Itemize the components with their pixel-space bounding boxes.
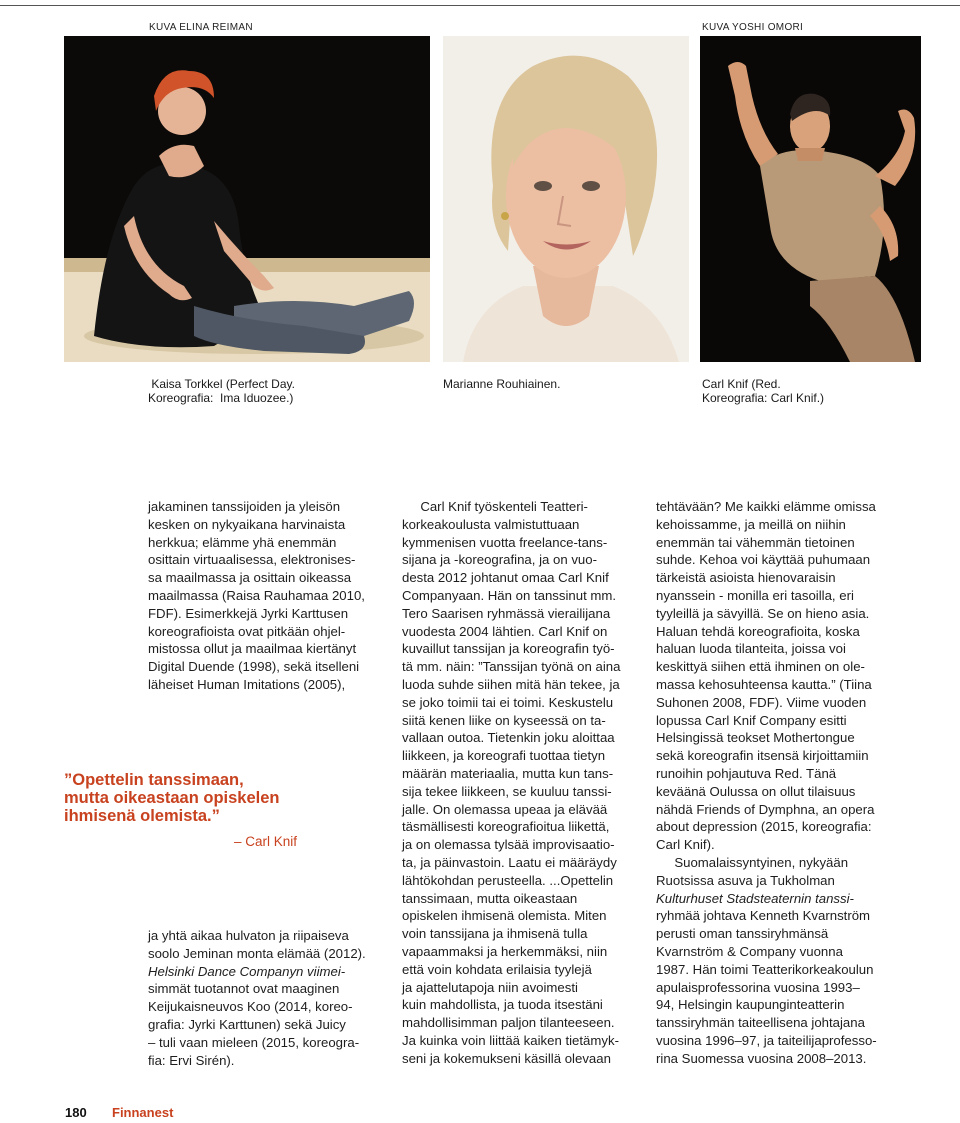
text-line: Haluan tehdä koreografioita, koska (656, 623, 860, 639)
publication-name: Finnanest (112, 1105, 174, 1120)
text-line: simmät tuotannot ovat maaginen (148, 981, 340, 997)
photo-marianne-rouhiainen (443, 36, 689, 362)
text-line: opiskelen ihmisenä olemista. Miten (402, 908, 607, 924)
text-line: seni ja kokemukseni käsillä olevaan (402, 1050, 611, 1066)
body-column-2 (402, 498, 620, 1068)
text-line: vuodesta 2004 lähtien. Carl Knif on (402, 623, 608, 639)
text-line: sijana ja -koreografina, ja on vuo- (402, 552, 597, 568)
text-line: Keijukaisneuvos Koo (2014, koreo- (148, 999, 353, 1015)
photo-credit-right: KUVA YOSHI OMORI (702, 22, 804, 33)
text-line: jalle. On olemassa upeaa ja elävää (402, 801, 608, 817)
text-line: Suhonen 2008, FDF). Viime vuoden (656, 694, 867, 710)
text-line: kesken on nykyaikana harvinaista (148, 516, 346, 532)
text-line: Suomalaissyntyinen, nykyään (656, 854, 849, 870)
text-line: keskittyä siihen että ihminen on ole- (656, 659, 865, 675)
body-column-1-top (148, 498, 365, 694)
text-line: tä mm. näin: ”Tanssijan työnä on aina (402, 659, 621, 675)
text-line: Ja kuinka voin liittää kaiken tietämyk- (402, 1032, 619, 1048)
text-line: kuin mahdollista, ja tuoda itsestäni (402, 997, 603, 1013)
text-line: vuosina 1996–97, ja taiteilijaprofesso- (656, 1032, 877, 1048)
text-line: tanssimaan, mutta oikeastaan (402, 890, 578, 906)
text-line: osittain virtuaalisessa, elektronises- (148, 552, 356, 568)
photo-kaisa-torkkel (64, 36, 430, 362)
text-line: Kvarnström & Company vuonna (656, 943, 843, 959)
caption-photo-2: Marianne Rouhiainen. (443, 377, 561, 391)
text-line: Helsingissä teokset Mothertongue (656, 730, 855, 746)
text-line: 94, Helsingin kaupunginteatterin (656, 997, 845, 1013)
caption-photo-1: Kaisa Torkkel (Perfect Day. Koreografia: Ima Iduozee.) (148, 377, 295, 405)
text-line: keväänä Oulussa on ollut tilaisuus (656, 783, 856, 799)
text-line: mahdollisimman paljon tilanteeseen. (402, 1015, 615, 1031)
text-line: tehtävään? Me kaikki elämme omissa (656, 499, 876, 514)
body-column-3 (656, 498, 877, 1068)
text-line: siitä kenen liike on kyseessä on ta- (402, 712, 606, 728)
text-line: sija tekee liikkeen, se kuuluu tanssi- (402, 783, 612, 799)
pull-quote-attribution: – Carl Knif (234, 834, 298, 849)
text-line: korkeakoulusta valmistuttuaan (402, 516, 580, 532)
text-line: tärkeistä asioista hienovaraisin (656, 570, 836, 586)
text-line: Carl Knif työskenteli Teatteri- (402, 499, 588, 514)
body-column-1-bottom (148, 927, 366, 1069)
photo-credit-left: KUVA ELINA REIMAN (149, 22, 253, 33)
text-line: Companyaan. Hän on tanssinut mm. (402, 587, 617, 603)
text-line: perusti oman tanssiryhmänsä (656, 926, 829, 942)
text-line: määrän materiaalia, mutta kun tans- (402, 765, 614, 781)
text-line: ja yhtä aikaa hulvaton ja riipaiseva (148, 928, 349, 943)
text-line: jakaminen tanssijoiden ja yleisön (148, 499, 341, 514)
text-line: kuvaillut tanssijan ja koreografin työ- (402, 641, 615, 657)
pull-quote: ”Opettelin tanssimaan, mutta oikeastaan opiskelen ihmisenä olemista.” (64, 771, 280, 825)
text-line: about depression (2015, koreografia: (656, 819, 872, 835)
caption-photo-3: Carl Knif (Red. Koreografia: Carl Knif.) (702, 377, 825, 405)
text-line: fia: Ervi Sirén). (148, 1052, 235, 1068)
top-rule (0, 5, 960, 6)
text-line: ta, ja päinvastoin. Laatu ei määräydy (402, 854, 617, 870)
text-line: apulaisprofessorina vuosina 1993– (656, 979, 860, 995)
page-number: 180 (65, 1105, 87, 1120)
text-line: – tuli vaan mieleen (2015, koreogra- (148, 1034, 360, 1050)
text-line: sekä koreografin itsensä kirjoittamiin (656, 748, 869, 764)
text-line: nähdä Friends of Dymphna, an opera (656, 801, 875, 817)
text-line: luoda suhde siihen mitä hän tekee, ja (402, 676, 620, 692)
text-line: tyyleillä ja sävyillä. Se on hieno asia. (656, 605, 870, 621)
text-line: herkkua; elämme yhä enemmän (148, 534, 337, 550)
text-line: kymmenisen vuotta freelance-tans- (402, 534, 608, 550)
text-line: mistossa ollut ja maailmaa kiertänyt (148, 641, 357, 657)
text-line: tanssiryhmän taiteellisena johtajana (656, 1015, 865, 1031)
text-line: se joko toimii tai ei toimi. Keskustelu (402, 694, 614, 710)
text-line: grafia: Jyrki Karttunen) sekä Juicy (148, 1016, 346, 1032)
text-line: koreografioista ovat pitkään ohjel- (148, 623, 346, 639)
text-line: Carl Knif). (656, 837, 715, 853)
text-line: ja on olemassa tylsää improvisaatio- (402, 837, 615, 853)
text-line: täsmällisesti koreografioitua liikettä, (402, 819, 610, 835)
text-line: suhde. Kehoa voi käyttää puhumaan (656, 552, 871, 568)
text-line: vallaan outoa. Tietenkin joku aloittaa (402, 730, 615, 746)
text-line: Helsinki Dance Companyn viimei- (148, 963, 346, 979)
text-line: läheiset Human Imitations (2005), (148, 676, 346, 692)
text-line: lopussa Carl Knif Company esitti (656, 712, 847, 728)
text-line: lähtökohdan perusteella. ...Opettelin (402, 872, 614, 888)
text-line: ryhmää johtava Kenneth Kvarnström (656, 908, 871, 924)
text-line: ja ajattelutapoja niin avoimesti (402, 979, 578, 995)
photo-carl-knif (700, 36, 921, 362)
text-line: desta 2012 johtanut omaa Carl Knif (402, 570, 609, 586)
text-line: Ruotsissa asuva ja Tukholman (656, 872, 835, 888)
text-line: enemmän tai vähemmän tietoinen (656, 534, 855, 550)
text-line: sa maailmassa ja osittain oikeassa (148, 570, 352, 586)
text-line: nyanssein - monilla eri tasoilla, eri (656, 587, 854, 603)
text-line: voin tanssijana ja ihmisenä tulla (402, 926, 588, 942)
text-line: FDF). Esimerkkejä Jyrki Karttusen (148, 605, 349, 621)
text-line: 1987. Hän toimi Teatterikorkeakoulun (656, 961, 874, 977)
text-line: haluan luoda tilanteita, joissa voi (656, 641, 846, 657)
text-line: Digital Duende (1998), sekä itselleni (148, 659, 360, 675)
text-line: soolo Jeminan monta elämää (2012). (148, 945, 366, 961)
text-line: kehoissamme, ja meillä on niihin (656, 516, 846, 532)
text-line: massa kehosuhteensa kautta.” (Tiina (656, 676, 872, 692)
text-line: runoihin pohjautuva Red. Tänä (656, 765, 837, 781)
text-line: Kulturhuset Stadsteaternin tanssi- (656, 890, 854, 906)
text-line: maailmassa (Raisa Rauhamaa 2010, (148, 587, 365, 603)
text-line: liikkeen, ja koreografi tuottaa tietyn (402, 748, 606, 764)
text-line: vapaammaksi ja herkemmäksi, niin (402, 943, 608, 959)
text-line: että voin kohdata erilaisia tyylejä (402, 961, 592, 977)
text-line: Tero Saarisen ryhmässä vierailijana (402, 605, 611, 621)
text-line: rina Suomessa vuosina 2008–2013. (656, 1050, 867, 1066)
